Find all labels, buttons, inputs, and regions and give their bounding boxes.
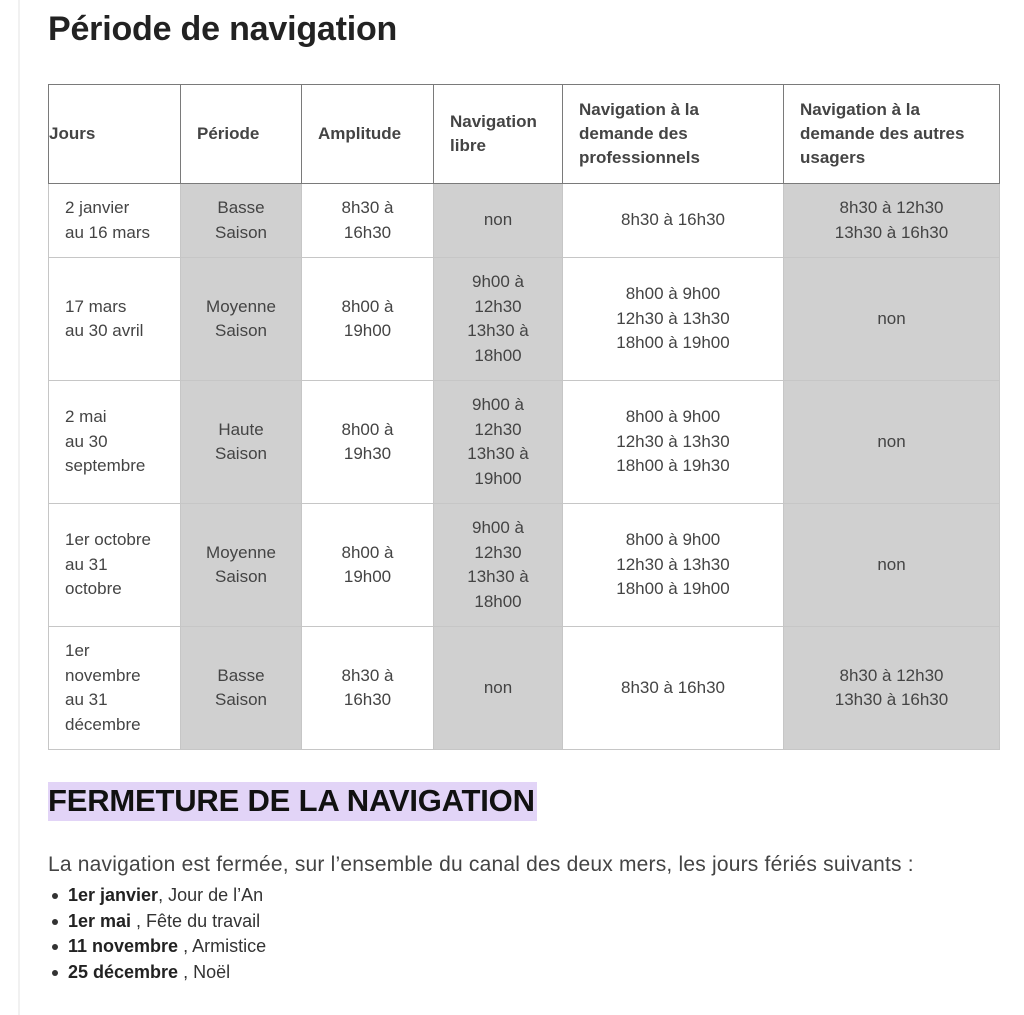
table-cell-periode: Basse Saison xyxy=(181,627,302,750)
holiday-list xyxy=(48,883,266,985)
table-cell-navigation-autres-usagers: non xyxy=(784,504,1000,627)
closure-intro-text: La navigation est fermée, sur l’ensemble du canal des deux mers, les jours fériés suivants : xyxy=(48,853,914,876)
table-cell-jours: 2 janvier au 16 mars xyxy=(49,184,181,258)
closure-section-title: FERMETURE DE LA NAVIGATION xyxy=(48,782,537,821)
table-cell-jours: 17 mars au 30 avril xyxy=(49,258,181,381)
table-cell-amplitude: 8h30 à 16h30 xyxy=(302,184,434,258)
table-cell-navigation-libre: non xyxy=(434,627,563,750)
holiday-label: , Jour de l’An xyxy=(158,885,264,905)
table-cell-amplitude: 8h00 à 19h00 xyxy=(302,258,434,381)
table-cell-amplitude: 8h00 à 19h00 xyxy=(302,504,434,627)
holiday-label: , Fête du travail xyxy=(131,910,261,931)
table-cell-navigation-professionnels: 8h00 à 9h00 12h30 à 13h30 18h00 à 19h30 xyxy=(563,381,784,504)
table-cell-periode: Moyenne Saison xyxy=(181,504,302,627)
column-header-amplitude: Amplitude xyxy=(302,85,434,184)
column-header-jours: Jours xyxy=(49,85,181,184)
holiday-date: 11 novembre xyxy=(68,936,179,956)
list-item xyxy=(48,934,266,960)
list-item xyxy=(48,960,266,986)
table-cell-navigation-autres-usagers: 8h30 à 12h30 13h30 à 16h30 xyxy=(784,184,1000,258)
table-row xyxy=(49,258,1000,381)
table-row xyxy=(49,381,1000,504)
table-cell-navigation-professionnels: 8h00 à 9h00 12h30 à 13h30 18h00 à 19h00 xyxy=(563,504,784,627)
table-cell-navigation-autres-usagers: 8h30 à 12h30 13h30 à 16h30 xyxy=(784,627,1000,750)
table-cell-navigation-libre: 9h00 à 12h30 13h30 à 19h00 xyxy=(434,381,563,504)
table-row xyxy=(49,184,1000,258)
table-cell-jours: 2 mai au 30 septembre xyxy=(49,381,181,504)
table-cell-navigation-libre: 9h00 à 12h30 13h30 à 18h00 xyxy=(434,258,563,381)
table-row xyxy=(49,627,1000,750)
table-cell-navigation-professionnels: 8h00 à 9h00 12h30 à 13h30 18h00 à 19h00 xyxy=(563,258,784,381)
list-item xyxy=(48,909,266,935)
table-cell-navigation-autres-usagers: non xyxy=(784,258,1000,381)
holiday-date: 1er janvier xyxy=(68,885,159,905)
list-item xyxy=(48,883,266,909)
page-left-border xyxy=(18,0,20,1015)
table-cell-periode: Basse Saison xyxy=(181,184,302,258)
column-header-navigation-libre: Navigation libre xyxy=(434,85,563,184)
table-cell-amplitude: 8h00 à 19h30 xyxy=(302,381,434,504)
table-cell-navigation-professionnels: 8h30 à 16h30 xyxy=(563,184,784,258)
table-row xyxy=(49,504,1000,627)
column-header-navigation-autres-usagers: Navigation à la demande des autres usagers xyxy=(784,85,1000,184)
navigation-period-table xyxy=(48,84,1000,750)
holiday-label: , Noël xyxy=(178,961,231,982)
table-cell-amplitude: 8h30 à 16h30 xyxy=(302,627,434,750)
table-cell-navigation-autres-usagers: non xyxy=(784,381,1000,504)
table-cell-periode: Haute Saison xyxy=(181,381,302,504)
holiday-date: 1er mai xyxy=(68,910,132,931)
holiday-date: 25 décembre xyxy=(68,961,179,982)
table-cell-navigation-libre: 9h00 à 12h30 13h30 à 18h00 xyxy=(434,504,563,627)
holiday-label: , Armistice xyxy=(178,936,267,956)
table-cell-navigation-professionnels: 8h30 à 16h30 xyxy=(563,627,784,750)
table-header-row xyxy=(49,85,1000,184)
table-cell-jours: 1er novembre au 31 décembre xyxy=(49,627,181,750)
table-cell-periode: Moyenne Saison xyxy=(181,258,302,381)
column-header-navigation-professionnels: Navigation à la demande des professionnels xyxy=(563,85,784,184)
column-header-periode: Période xyxy=(181,85,302,184)
page-title: Période de navigation xyxy=(48,10,398,48)
table-cell-navigation-libre: non xyxy=(434,184,563,258)
table-cell-jours: 1er octobre au 31 octobre xyxy=(49,504,181,627)
